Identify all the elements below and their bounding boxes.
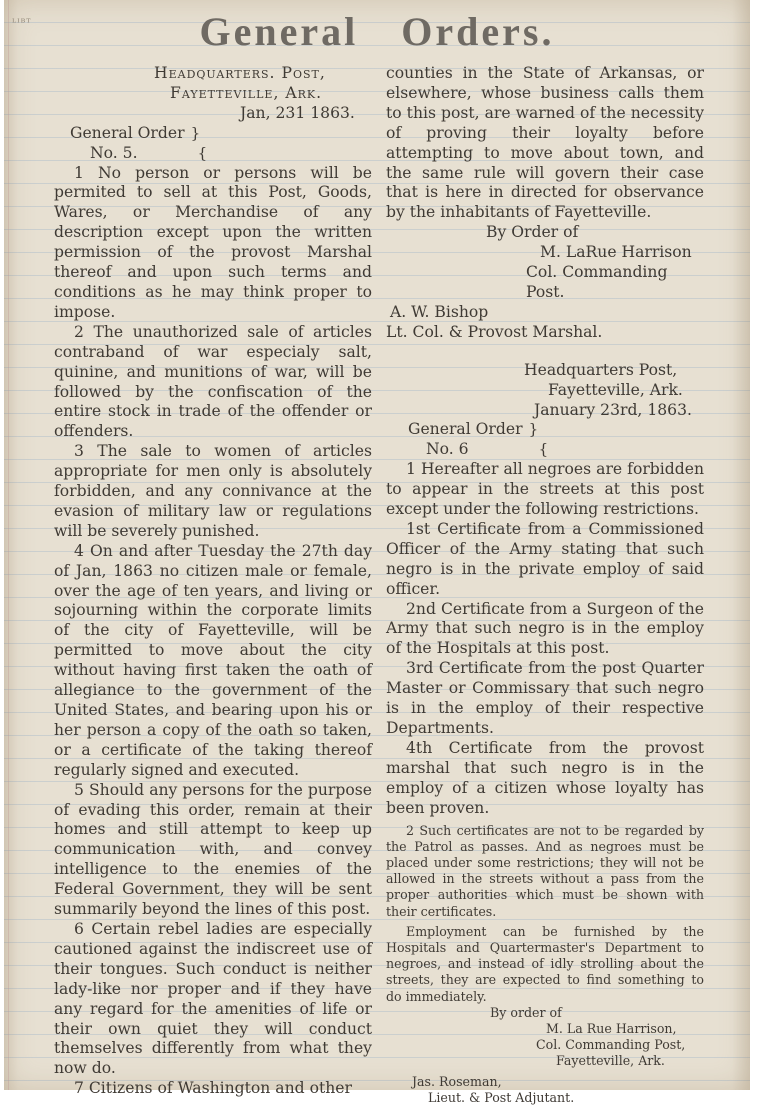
left-column (54, 64, 372, 1099)
order6-paragraph-5: 4th Certificate from the provost marshal that such negro is in the employ of a citizen whose loyalty has been proven. (386, 738, 704, 817)
page-title: General Orders. (199, 9, 555, 54)
order6-adjutant-title: Lieut. & Post Adjutant. (428, 1089, 575, 1105)
order5-paragraph-3: 3 The sale to women of articles appropriate for men only is absolutely forbidden, and any connivance at the evasion of military law or regulations will be severely punished. (54, 442, 372, 540)
order5-number-text: No. 5. (90, 143, 138, 162)
order6-paragraph-4: 3rd Certificate from the post Quarter Master or Commissary that such negro is in the employ of their respective Departments. (386, 659, 704, 737)
order6-adjutant-name: Jas. Roseman, (412, 1073, 502, 1089)
order5-paragraph-6: 6 Certain rebel ladies are especially cautioned against the indiscreet use of their tongues. Such conduct is neither lady-like nor proper and if they have any regard for the amenities of life or their own quiet they will conduct themselves differently from what they now do. (54, 919, 372, 1078)
order6-number (386, 440, 704, 460)
order5-paragraph-7: 7 Citizens of Washington and other (74, 1079, 352, 1098)
order5-marshal-name: A. W. Bishop (390, 302, 489, 321)
document-page (4, 0, 750, 1105)
brace-glyph: } (190, 123, 201, 142)
order5-signer-title: Col. Commanding Post. (526, 263, 668, 301)
order6-by-order: By order of (490, 1004, 562, 1020)
order5-signer-name: M. LaRue Harrison (540, 243, 692, 262)
order5-number (54, 144, 372, 164)
order6-hq-line2: Fayetteville, Ark. (548, 380, 683, 399)
order5-date: Jan, 231 1863. (240, 103, 355, 122)
order6-small-paragraph-1: 2 Such certificates are not to be regarded by the Patrol as passes. And as negroes must be placed under some restrictions; they will not be allowed in the streets without a pass from the proper authorities which must be shown with their certificates. (386, 822, 704, 919)
brace-glyph: { (538, 440, 549, 459)
order6-signer-place: Fayetteville, Ark. (556, 1053, 665, 1069)
order6-signer-name: M. La Rue Harrison, (546, 1020, 677, 1036)
order6-number-text: No. 6 (426, 440, 469, 459)
corner-mark: ᴸᴵᴮᵀ (12, 18, 32, 29)
order5-paragraph-5: 5 Should any persons for the purpose of evading this order, remain at their homes and still attempt to keep up communication with, and convey intelligence to the enemies of the Federal Government, they will be sent summarily beyond the lines of this post. (54, 780, 372, 919)
order6-hq-line1: Headquarters Post, (524, 360, 678, 379)
margin-rule (8, 0, 9, 1090)
order5-label (54, 124, 372, 144)
order6-small-paragraph-2: Employment can be furnished by the Hospitals and Quartermaster's Department to negroes, and instead of idly strolling about the streets, they are expected to find something to do immediately. (386, 923, 704, 1004)
order6-label-text: General Order (408, 420, 523, 439)
brace-glyph: { (197, 143, 208, 162)
order5-hq-line2: Fayetteville, Ark. (170, 83, 323, 102)
order5-marshal-title: Lt. Col. & Provost Marshal. (386, 322, 603, 341)
order6-paragraph-2: 1st Certificate from a Commissioned Officer of the Army stating that such negro is in the private employ of said officer. (386, 519, 704, 598)
order6-date: January 23rd, 1863. (534, 400, 692, 419)
right-column (386, 64, 704, 1106)
order5-paragraph-4: 4 On and after Tuesday the 27th day of Jan, 1863 no citizen male or female, over the age of ten years, and living or sojourning within the corporate limits of the city of Fayetteville, will be permitted to move about the city without having first taken the oath of allegiance to the government of the United States, and bearing upon his or her person a copy of the oath so taken, or a certificate of the taking thereof regularly signed and executed. (54, 541, 372, 779)
order6-signer-title: Col. Commanding Post, (536, 1037, 686, 1053)
spacer (386, 343, 704, 361)
brace-glyph: } (528, 420, 539, 439)
order5-by-order: By Order of (486, 223, 579, 242)
order5-hq-line1: Headquarters. Post, (154, 64, 326, 82)
order6-label (386, 420, 704, 440)
order5-paragraph-7-continued: counties in the State of Arkansas, or elsewhere, whose business calls them to this post, are warned of the necessity of proving their loyalty before attempting to move about town, and the same rule will govern their case that is here in directed for observance by the inhabitants of Fayetteville. (386, 64, 704, 222)
order5-paragraph-2: 2 The unauthorized sale of articles contraband of war especialy salt, quinine, and munitions of war, will be followed by the confiscation of the entire stock in trade of the offender or offenders. (54, 322, 372, 441)
order5-label-text: General Order (70, 123, 185, 142)
order5-paragraph-1: 1 No person or persons will be permited to sell at this Post, Goods, Wares, or Merchandise of any description except upon the written permission of the provost Marshal thereof and upon such terms and conditions as he may think proper to impose. (54, 163, 372, 321)
order6-paragraph-1: 1 Hereafter all negroes are forbidden to appear in the streets at this post except under the following restrictions. (386, 460, 704, 519)
order6-paragraph-3: 2nd Certificate from a Surgeon of the Army that such negro is in the employ of the Hospitals at this post. (386, 599, 704, 658)
